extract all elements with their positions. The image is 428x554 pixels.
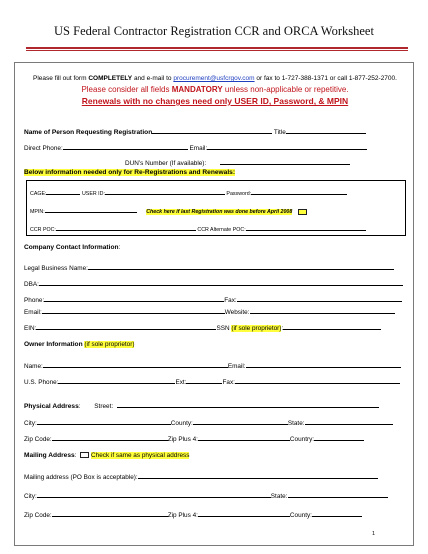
page-title: US Federal Contractor Registration CCR and ORCA Worksheet [54, 24, 374, 38]
requester-email-label: Email: [189, 145, 208, 152]
intro-text: or fax to 1-727-388-1371 or call 1-877-252-2700. [254, 75, 397, 82]
owner-email-label: Email: [227, 363, 246, 370]
ssn-colon: : [281, 325, 284, 332]
legal-name-field[interactable] [88, 262, 394, 270]
county-label: County: [170, 420, 193, 427]
requester-name-label: Name of Person Requesting Registration [24, 129, 153, 136]
ccr-alt-poc-field[interactable] [246, 225, 366, 231]
physical-street-row [24, 400, 379, 410]
zip-label: Zip Code: [24, 436, 52, 443]
intro-mandatory: MANDATORY [171, 84, 223, 94]
company-heading-colon: : [118, 244, 121, 251]
owner-ext-field[interactable] [186, 376, 222, 384]
mailing-zip-row [24, 509, 362, 519]
intro-text: and e-mail to [132, 75, 174, 82]
title-rule-thin [26, 50, 408, 51]
same-as-physical-checkbox[interactable] [80, 452, 89, 458]
dba-row [24, 278, 403, 288]
requester-title-field[interactable] [286, 126, 366, 134]
april-2008-checkbox[interactable] [298, 209, 307, 215]
email-link[interactable]: procurement@usfcrgov.com [173, 75, 255, 82]
intro-completely: COMPLETELY [88, 75, 133, 82]
physical-city-row [24, 417, 393, 427]
renewals-note: Renewals with no changes need only USER ID, Password, & MPIN [81, 96, 349, 106]
company-heading [24, 244, 120, 251]
physical-zip-row [24, 433, 364, 443]
mailing-city-row [24, 490, 388, 500]
ein-label: EIN: [24, 325, 37, 332]
company-phone-label: Phone: [24, 297, 45, 304]
intro-text: Please fill out form [33, 75, 89, 82]
mailing-heading: Mailing Address [24, 452, 75, 459]
po-box-label: Mailing address (PO Box is acceptable): [24, 474, 138, 481]
ssn-field[interactable] [283, 322, 381, 330]
company-fax-label: Fax: [224, 297, 237, 304]
april-2008-label: Check here if last Registration was done before April 2008 [146, 209, 293, 215]
ccr-alt-poc-label: CCR Alternate POC: [197, 227, 246, 233]
direct-phone-label: Direct Phone: [24, 145, 63, 152]
mpin-label: MPIN: [30, 209, 45, 215]
cage-label: CAGE: [30, 191, 47, 197]
duns-label: DUN’s Number (If available): [125, 160, 207, 167]
zip-field[interactable] [52, 433, 168, 441]
rereg-heading-text: Below information needed only for Re-Registrations and Renewals: [24, 169, 236, 176]
mailing-po-row [24, 471, 378, 481]
owner-phone-label: U.S. Phone: [24, 379, 59, 386]
dba-field[interactable] [39, 278, 403, 286]
company-heading-text: Company Contact Information [24, 244, 119, 251]
owner-ext-label: Ext: [175, 379, 187, 386]
mailing-state-field[interactable] [288, 490, 388, 498]
mailing-county-field[interactable] [312, 509, 362, 517]
mailing-heading-colon: : [74, 452, 77, 459]
page-number: 1 [372, 531, 376, 537]
rereg-heading [24, 169, 235, 176]
ssn-note: (if sole proprietor) [231, 325, 282, 332]
street-label: Street: [94, 403, 114, 410]
owner-heading [24, 341, 134, 348]
city-field[interactable] [37, 417, 171, 425]
state-field[interactable] [305, 417, 393, 425]
physical-heading: Physical Address [24, 403, 79, 410]
owner-phone-row [24, 376, 400, 386]
ccr-poc-label: CCR POC: [30, 227, 56, 233]
legal-name-label: Legal Business Name: [24, 265, 88, 272]
zip4-label: Zip Plus 4: [167, 436, 198, 443]
title-rule-thick [26, 47, 408, 49]
duns-row [125, 157, 350, 167]
duns-field[interactable] [220, 157, 350, 165]
password-field[interactable] [251, 189, 347, 195]
company-email-field[interactable] [42, 306, 225, 314]
email-website-row [24, 306, 395, 316]
requester-name-field[interactable] [152, 126, 272, 134]
zip4-field[interactable] [198, 433, 290, 441]
owner-name-row [24, 360, 401, 370]
company-fax-field[interactable] [237, 294, 402, 302]
ein-ssn-row [24, 322, 381, 332]
owner-phone-field[interactable] [58, 376, 175, 384]
userid-field[interactable] [105, 189, 225, 195]
country-label: Country: [289, 436, 315, 443]
po-box-field[interactable] [138, 471, 378, 479]
dba-label: DBA: [24, 281, 39, 288]
ccr-poc-field[interactable] [56, 225, 196, 231]
owner-email-field[interactable] [246, 360, 401, 368]
direct-phone-field[interactable] [63, 142, 188, 150]
mailing-zip4-label: Zip Plus 4: [167, 512, 198, 519]
mailing-zip-label: Zip Code: [24, 512, 52, 519]
cage-field[interactable] [46, 189, 80, 195]
owner-note: (if sole proprietor) [84, 341, 135, 348]
intro-mandatory-text: unless non-applicable or repetitive. [222, 84, 349, 94]
same-as-physical-label: Check if same as physical address [91, 452, 190, 459]
country-field[interactable] [314, 433, 364, 441]
owner-fax-label: Fax: [222, 379, 235, 386]
owner-heading-text: Owner Information [24, 341, 83, 348]
requester-name-row [24, 126, 366, 136]
mailing-heading-row [24, 452, 189, 459]
owner-name-label: Name: [24, 363, 43, 370]
physical-heading-colon: : [78, 403, 81, 410]
mailing-county-label: County: [289, 512, 312, 519]
requester-title-label: Title [273, 129, 286, 136]
mailing-city-label: City: [24, 493, 37, 500]
company-email-label: Email: [24, 309, 42, 316]
street-field[interactable] [117, 400, 379, 408]
rereg-row-1 [30, 189, 347, 197]
legal-name-row [24, 262, 394, 272]
instructions [22, 74, 408, 96]
county-field[interactable] [193, 417, 288, 425]
mpin-field[interactable] [45, 207, 137, 213]
userid-label: USER ID: [81, 191, 105, 197]
rereg-row-2 [30, 207, 307, 215]
city-label: City: [24, 420, 37, 427]
requester-contact-row [24, 142, 367, 152]
mailing-state-label: State: [270, 493, 288, 500]
password-label: Password: [226, 191, 252, 197]
mailing-zip4-field[interactable] [198, 509, 290, 517]
mailing-city-field[interactable] [37, 490, 271, 498]
state-label: State: [287, 420, 305, 427]
intro-mandatory-text: Please consider all fields [81, 84, 172, 94]
company-website-label: Website: [224, 309, 250, 316]
ein-field[interactable] [36, 322, 216, 330]
ssn-label: SSN [216, 325, 230, 332]
rereg-row-3 [30, 225, 366, 233]
owner-fax-field[interactable] [235, 376, 400, 384]
requester-email-field[interactable] [207, 142, 367, 150]
company-website-field[interactable] [250, 306, 395, 314]
phone-fax-row [24, 294, 402, 304]
owner-name-field[interactable] [43, 360, 228, 368]
mailing-zip-field[interactable] [52, 509, 168, 517]
company-phone-field[interactable] [44, 294, 224, 302]
